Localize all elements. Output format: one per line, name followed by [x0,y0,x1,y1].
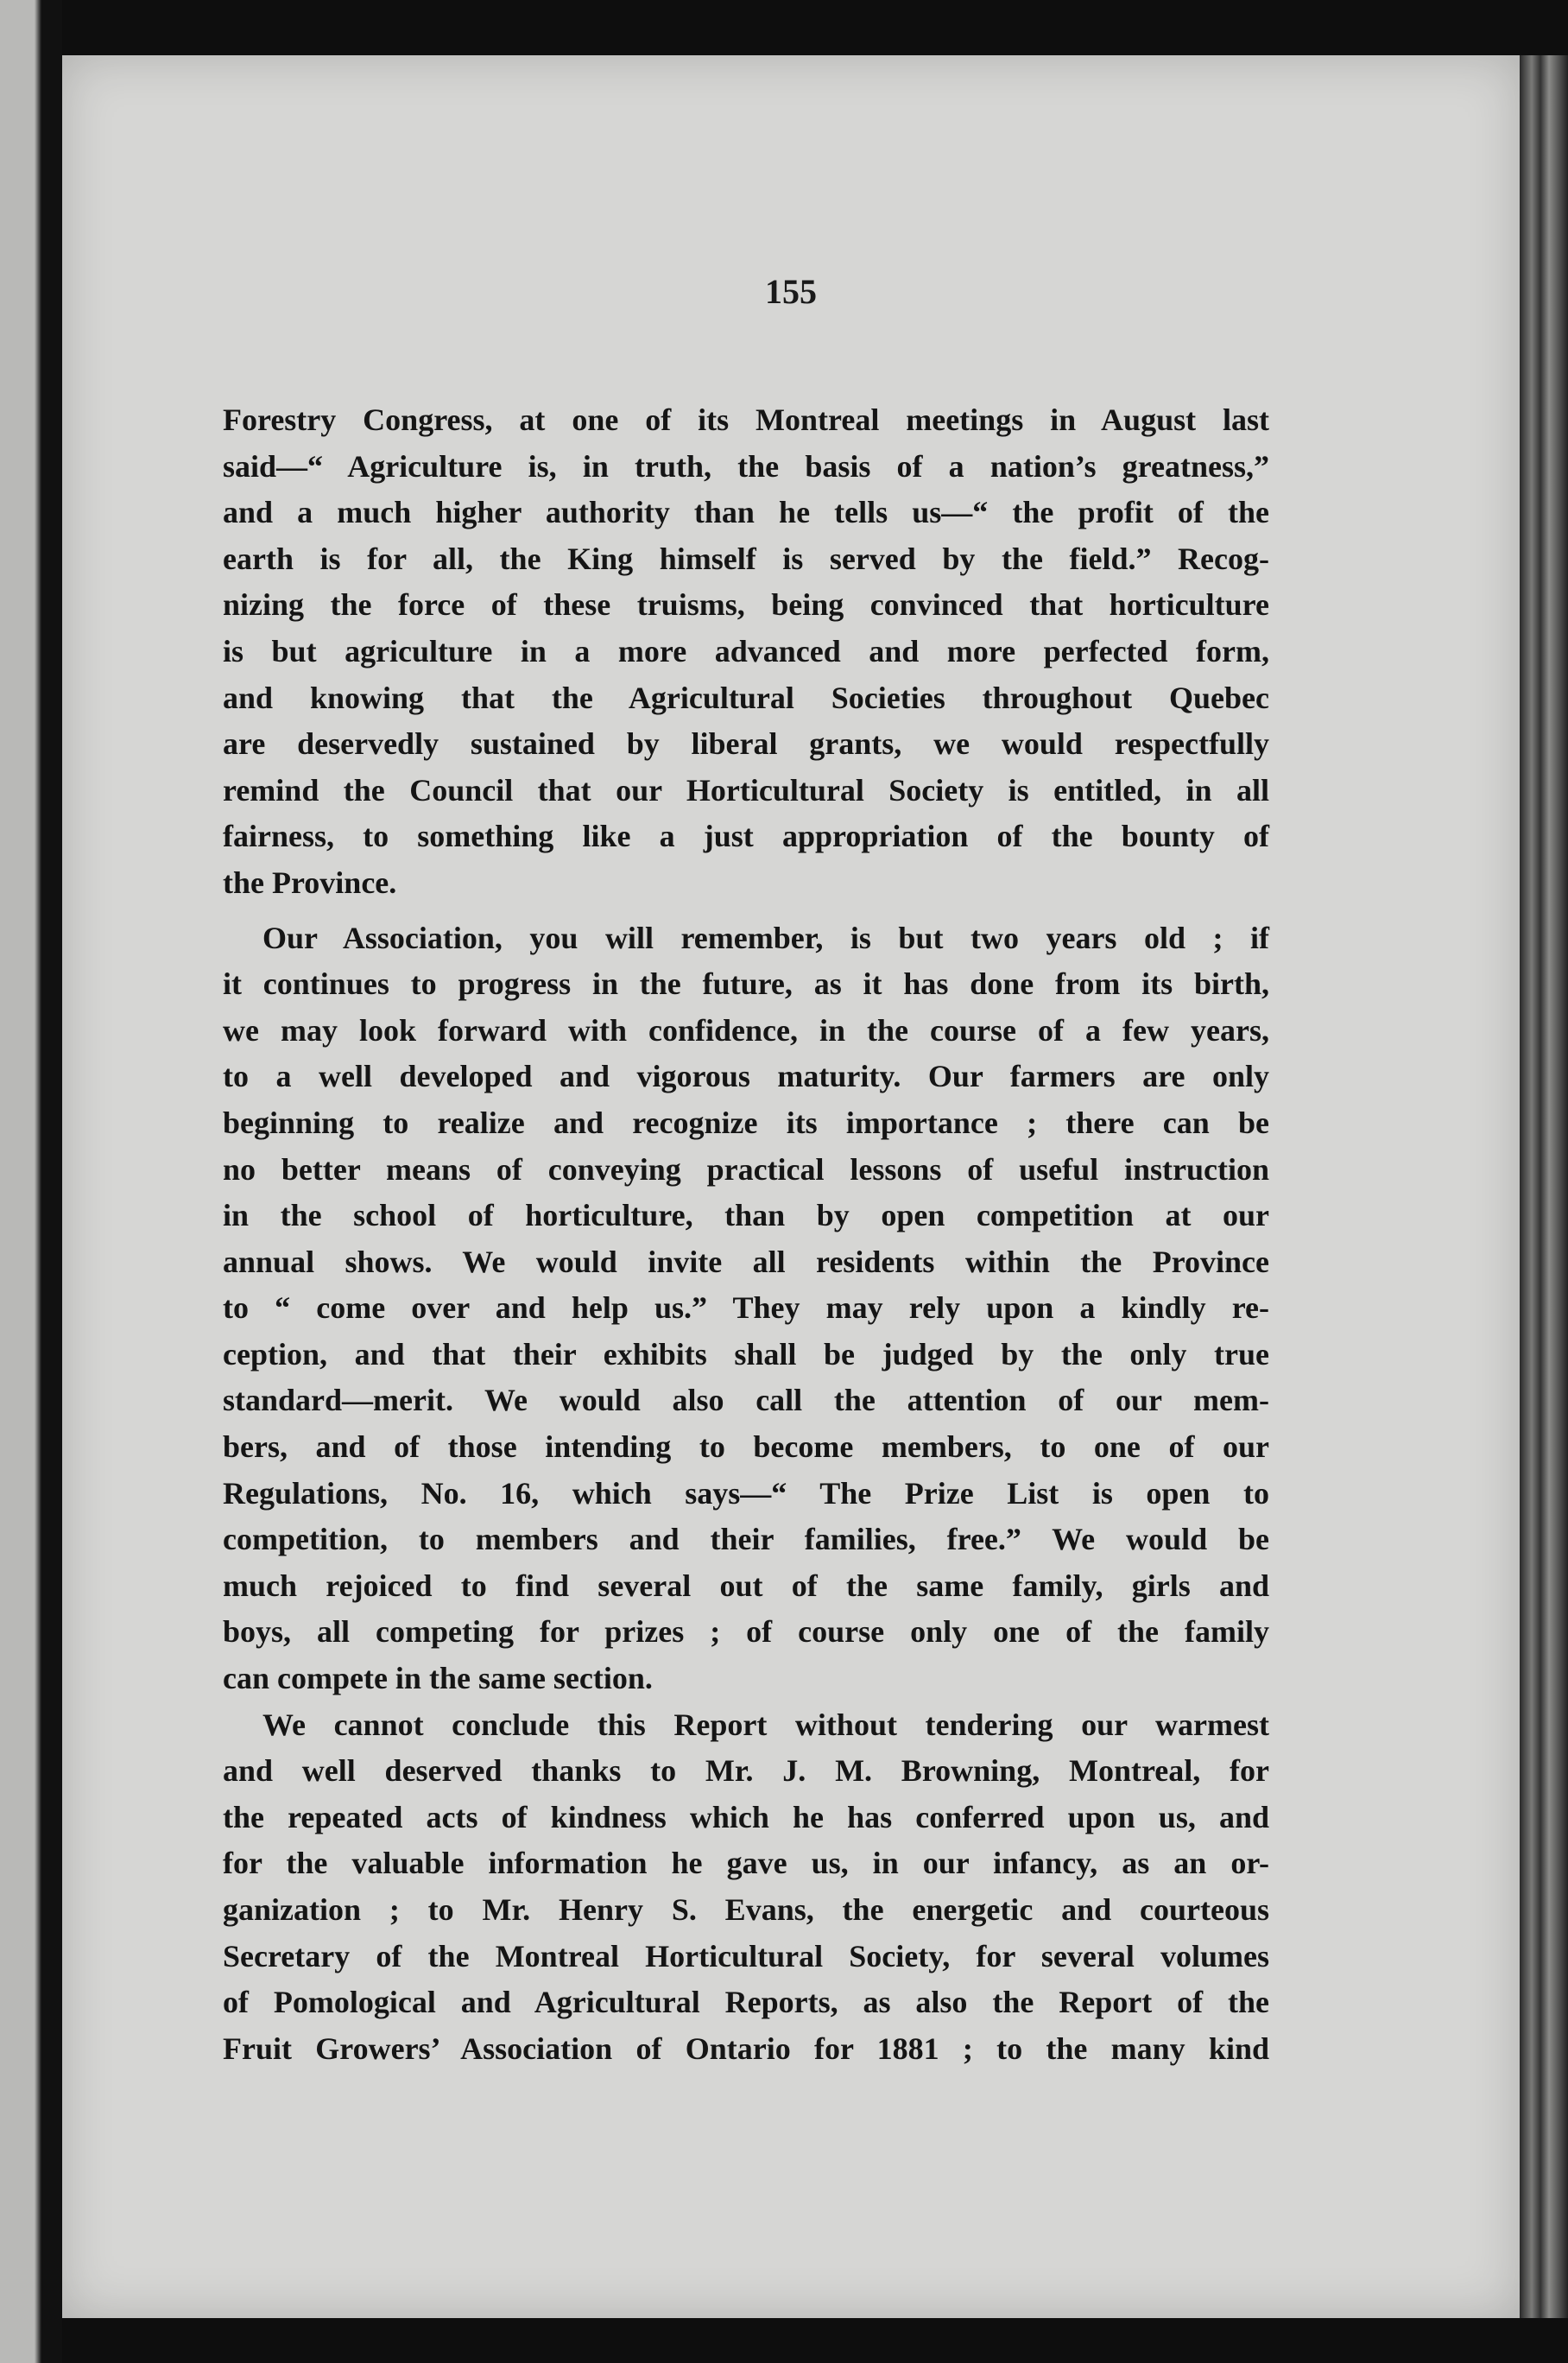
text-line: nizing the force of these truisms, being convinced that horticulture [223,587,1269,623]
text-line: for the valuable information he gave us, in our infancy, as an or- [223,1846,1269,1881]
text-line: and knowing that the Agricultural Societies throughout Quebec [223,680,1269,715]
text-line: Fruit Growers’ Association of Ontario for 1881 ; to the many kind [223,2030,1269,2066]
text-line: ception, and that their exhibits shall be judged by the only true [223,1336,1269,1372]
text-line: bers, and of those intending to become members, to one of our [223,1429,1269,1465]
text-line: no better means of conveying practical lessons of useful instruction [223,1151,1269,1187]
text-line: We cannot conclude this Report without tendering our warmest [262,1707,1269,1742]
paragraph-2 [223,915,1269,1702]
text-line: it continues to progress in the future, as it has done from its birth, [223,966,1269,1002]
text-line: ganization ; to Mr. Henry S. Evans, the energetic and courteous [223,1892,1269,1927]
text-line: said—“ Agriculture is, in truth, the basis of a nation’s greatness,” [223,448,1269,484]
text-line: Regulations, No. 16, which says—“ The Prize List is open to [223,1475,1269,1511]
page-edge-stack [1520,55,1568,2318]
text-line: much rejoiced to find several out of the same family, girls and [223,1568,1269,1603]
text-line: are deservedly sustained by liberal grants, we would respectfully [223,726,1269,762]
text-line: is but agriculture in a more advanced and more perfected form, [223,633,1269,668]
page-number: 155 [765,272,817,311]
text-line: Forestry Congress, at one of its Montreal meetings in August last [223,402,1269,437]
paragraph-gap [223,907,1269,915]
text-line: and a much higher authority than he tells us—“ the profit of the [223,495,1269,530]
text-line: we may look forward with confidence, in the course of a few years, [223,1012,1269,1048]
text-line: to a well developed and vigorous maturity. Our farmers are only [223,1059,1269,1094]
book-gutter [0,0,62,2363]
book-page [62,55,1520,2318]
paragraph-3 [223,1702,1269,2073]
text-line: to “ come over and help us.” They may rely upon a kindly re- [223,1290,1269,1326]
text-line: of Pomological and Agricultural Reports, as also the Report of the [223,1985,1269,2020]
text-line: earth is for all, the King himself is served by the field.” Recog- [223,541,1269,576]
text-line: Secretary of the Montreal Horticultural Society, for several volumes [223,1938,1269,1973]
text-line: in the school of horticulture, than by open competition at our [223,1198,1269,1233]
text-line: boys, all competing for prizes ; of course only one of the family [223,1614,1269,1650]
text-line: remind the Council that our Horticultural Society is entitled, in all [223,772,1269,808]
text-line: the repeated acts of kindness which he has conferred upon us, and [223,1799,1269,1834]
text-line: standard—merit. We would also call the attention of our mem- [223,1383,1269,1418]
text-line: annual shows. We would invite all residents within the Province [223,1244,1269,1279]
text-line: Our Association, you will remember, is but two years old ; if [262,920,1269,955]
text-line: can compete in the same section. [223,1661,653,1696]
text-line: the Province. [223,865,397,900]
body-text [223,397,1269,2072]
text-line: competition, to members and their families, free.” We would be [223,1522,1269,1557]
text-line: and well deserved thanks to Mr. J. M. Browning, Montreal, for [223,1753,1269,1789]
text-line: beginning to realize and recognize its importance ; there can be [223,1105,1269,1140]
text-line: fairness, to something like a just appropriation of the bounty of [223,819,1269,854]
paragraph-1 [223,397,1269,907]
